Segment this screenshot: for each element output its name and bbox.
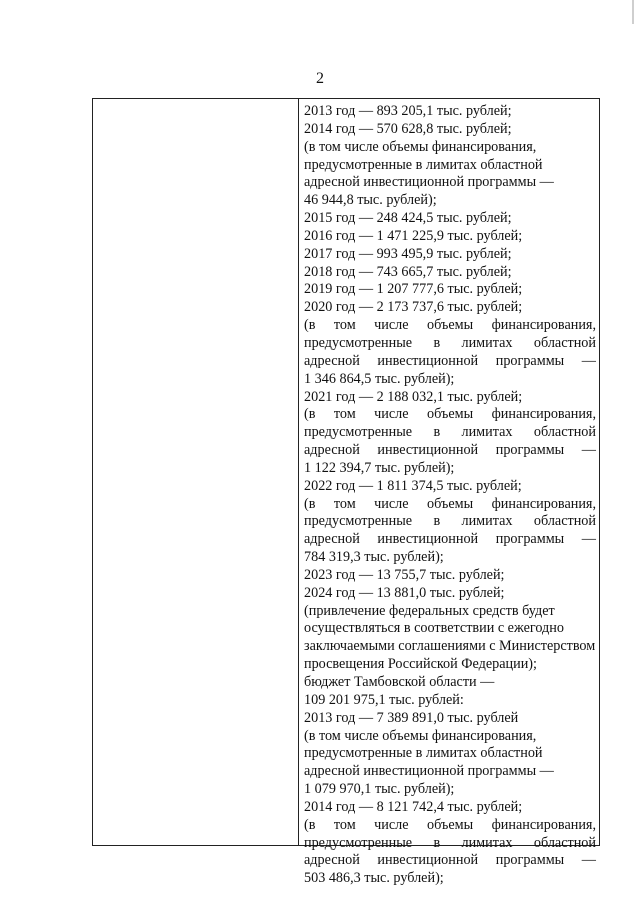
text-line: (в том числе объемы финансирования,	[304, 816, 596, 833]
text-line: (в том числе объемы финансирования,	[304, 317, 596, 334]
text-line: просвещения Российской Федерации);	[304, 656, 537, 673]
table-right-column	[300, 103, 598, 887]
text-line: предусмотренные в лимитах областной	[304, 513, 596, 530]
text-line: предусмотренные в лимитах областной	[304, 334, 596, 351]
text-line: 2020 год — 2 173 737,6 тыс. рублей;	[304, 299, 523, 316]
text-line: адресной инвестиционной программы —	[304, 174, 554, 191]
text-line: 2019 год — 1 207 777,6 тыс. рублей;	[304, 281, 523, 298]
text-line: 2022 год — 1 811 374,5 тыс. рублей;	[304, 477, 522, 494]
text-line: 2013 год — 7 389 891,0 тыс. рублей	[304, 709, 519, 726]
text-line: осуществляться в соответствии с ежегодно	[304, 620, 564, 637]
text-line: 2018 год — 743 665,7 тыс. рублей;	[304, 263, 512, 280]
text-line: 784 319,3 тыс. рублей);	[304, 549, 444, 566]
text-line: 2017 год — 993 495,9 тыс. рублей;	[304, 245, 512, 262]
text-line: 2015 год — 248 424,5 тыс. рублей;	[304, 210, 512, 227]
text-line: адресной инвестиционной программы —	[304, 763, 554, 780]
text-line: адресной инвестиционной программы —	[304, 352, 596, 369]
text-line: 1 079 970,1 тыс. рублей);	[304, 781, 455, 798]
text-line: 2014 год — 8 121 742,4 тыс. рублей;	[304, 798, 523, 815]
text-line: (привлечение федеральных средств будет	[304, 602, 555, 619]
page-number: 2	[316, 70, 324, 87]
text-line: адресной инвестиционной программы —	[304, 852, 596, 869]
text-line: адресной инвестиционной программы —	[304, 442, 596, 459]
text-line: 1 122 394,7 тыс. рублей);	[304, 459, 455, 476]
text-line: адресной инвестиционной программы —	[304, 531, 596, 548]
text-line: предусмотренные в лимитах областной	[304, 156, 543, 173]
table-left-column	[93, 99, 299, 845]
text-line: 2023 год — 13 755,7 тыс. рублей;	[304, 566, 505, 583]
financing-table	[92, 98, 600, 887]
text-line: (в том числе объемы финансирования,	[304, 727, 537, 744]
text-line: 2014 год — 570 628,8 тыс. рублей;	[304, 120, 512, 137]
text-line: 2024 год — 13 881,0 тыс. рублей;	[304, 584, 505, 601]
text-line: бюджет Тамбовской области —	[304, 674, 495, 690]
text-line: предусмотренные в лимитах областной	[304, 834, 596, 851]
text-line: заключаемыми соглашениями с Министерством	[304, 638, 596, 655]
text-line: 503 486,3 тыс. рублей);	[304, 870, 444, 887]
text-line: 2016 год — 1 471 225,9 тыс. рублей;	[304, 227, 523, 244]
text-line: 2021 год — 2 188 032,1 тыс. рублей;	[304, 388, 523, 405]
text-line: (в том числе объемы финансирования,	[304, 495, 596, 512]
text-line: 1 346 864,5 тыс. рублей);	[304, 370, 455, 387]
text-line: 46 944,8 тыс. рублей);	[304, 192, 437, 209]
text-line: 2013 год — 893 205,1 тыс. рублей;	[304, 103, 512, 119]
text-line: предусмотренные в лимитах областной	[304, 424, 596, 441]
text-line: (в том числе объемы финансирования,	[304, 138, 537, 155]
scan-edge-mark	[632, 0, 634, 24]
text-line: (в том числе объемы финансирования,	[304, 406, 596, 423]
text-line: предусмотренные в лимитах областной	[304, 745, 543, 762]
text-line: 109 201 975,1 тыс. рублей:	[304, 691, 464, 708]
